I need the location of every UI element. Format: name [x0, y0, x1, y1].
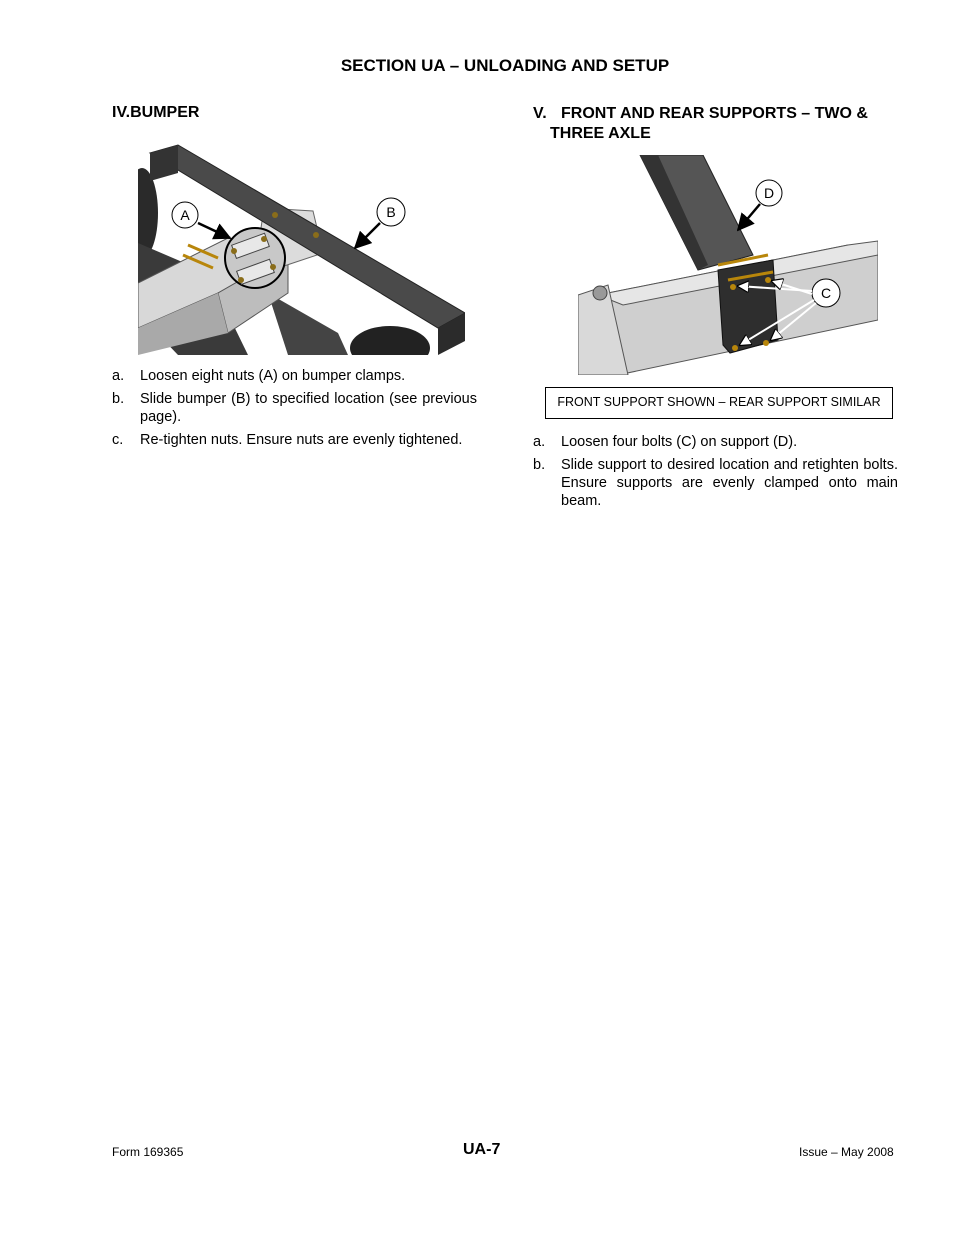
callout-b-label: B — [386, 204, 396, 220]
bumper-figure — [138, 143, 465, 355]
list-item: b. Slide bumper (B) to specified location (see previous page). — [112, 391, 477, 425]
list-item: a. Loosen four bolts (C) on support (D). — [533, 434, 798, 450]
heading-bumper — [112, 104, 199, 122]
arrow-a — [198, 223, 230, 238]
footer-form-number: Form 169365 — [112, 1145, 184, 1159]
heading-line-2: THREE AXLE — [550, 125, 651, 142]
support-figure — [578, 155, 878, 375]
footer-issue-date: Issue – May 2008 — [799, 1145, 894, 1159]
list-item: c. Re-tighten nuts. Ensure nuts are evenly tightened. — [112, 432, 463, 448]
callout-c-label: C — [820, 285, 832, 301]
callout-d-label: D — [763, 185, 775, 201]
heading-text: BUMPER — [130, 104, 200, 121]
list-item: b. Slide support to desired location and retighten bolts. Ensure supports are evenly clamped onto main beam. — [533, 457, 898, 509]
tire-right — [350, 326, 430, 355]
support-steps — [533, 433, 898, 515]
bumper-steps — [112, 367, 477, 454]
callout-a-label: A — [180, 207, 190, 223]
arrow-d — [738, 204, 760, 230]
heading-line-1: FRONT AND REAR SUPPORTS – TWO & — [561, 105, 868, 122]
heading-supports — [533, 104, 913, 144]
footer-page-number: UA-7 — [463, 1141, 501, 1158]
list-item: a. Loosen eight nuts (A) on bumper clamps. — [112, 368, 406, 384]
section-title: SECTION UA – UNLOADING AND SETUP — [340, 56, 670, 75]
arrow-b — [355, 223, 380, 248]
heading-number: IV. — [112, 104, 131, 121]
figure-caption: FRONT SUPPORT SHOWN – REAR SUPPORT SIMILAR — [545, 387, 893, 419]
heading-number: V. — [533, 105, 547, 122]
